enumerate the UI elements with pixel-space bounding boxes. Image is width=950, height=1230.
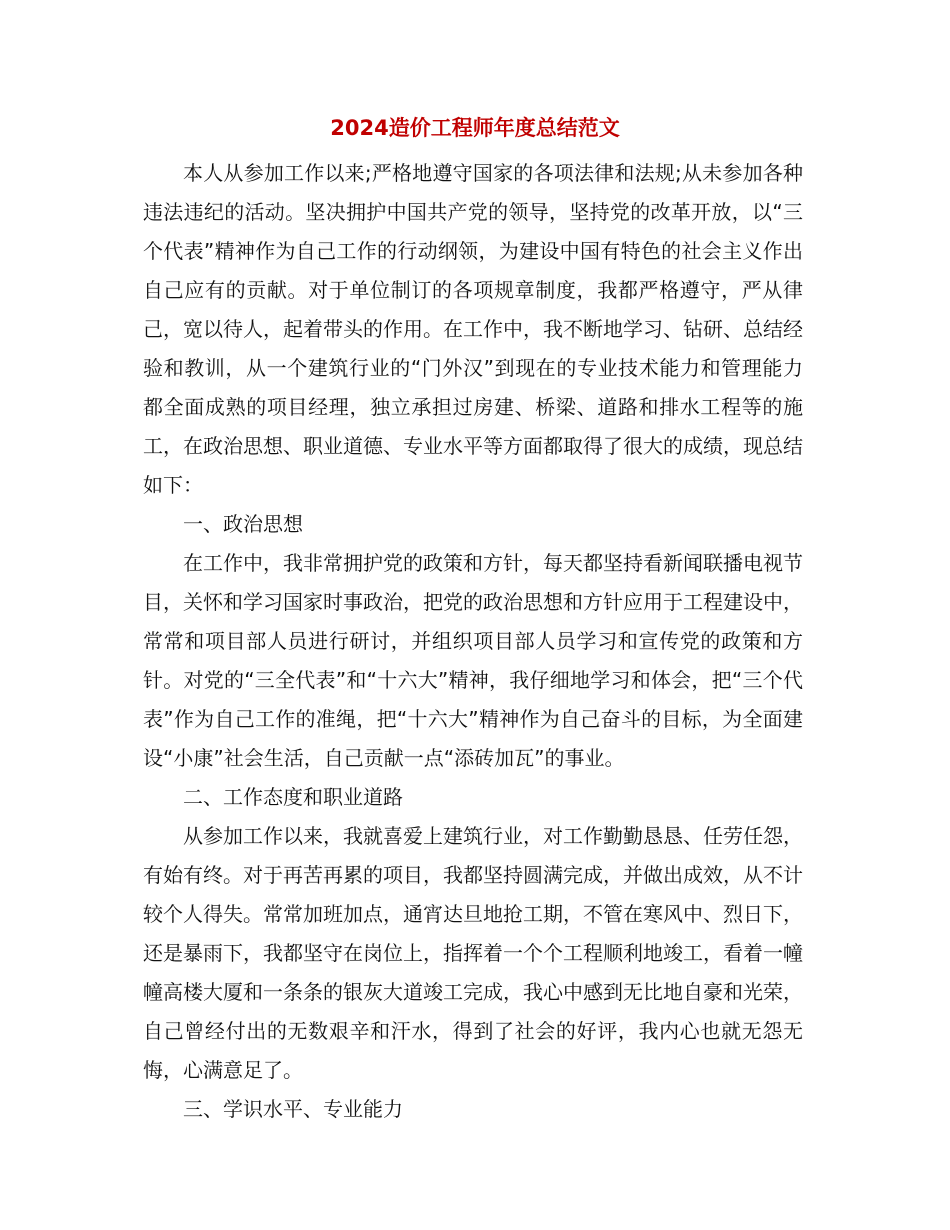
section-heading-work-attitude: 二、工作态度和职业道路 (183, 785, 403, 809)
document-title: 2024造价工程师年度总结范文 (330, 116, 620, 140)
paragraph-political: 在工作中，我非常拥护党的政策和方针，每天都坚持看新闻联播电视节目，关怀和学习国家时事政治，把党的政治思想和方针应用于工程建设中，常常和项目部人员进行研讨，并组织项目部人员学习和宣传党的政策和方针。对党的“三全代表”和“十六大”精神，我仔细地学习和体会，把“三个代表”作为自己工作的准绳，把“十六大”精神作为自己奋斗的目标，为全面建设“小康”社会生活，自己贡献一点“添砖加瓦”的事业。 (143, 551, 803, 770)
section-heading-political: 一、政治思想 (183, 512, 303, 536)
paragraph-intro: 本人从参加工作以来;严格地遵守国家的各项法律和法规;从未参加各种违法违纪的活动。坚决拥护中国共产党的领导，坚持党的改革开放，以“三个代表”精神作为自己工作的行动纲领，为建设中国有特色的社会主义作出自己应有的贡献。对于单位制订的各项规章制度，我都严格遵守，严从律己，宽以待人，起着带头的作用。在工作中，我不断地学习、钻研、总结经验和教训，从一个建筑行业的“门外汉”到现在的专业技术能力和管理能力都全面成熟的项目经理，独立承担过房建、桥梁、道路和排水工程等的施工，在政治思想、职业道德、专业水平等方面都取得了很大的成绩，现总结如下： (143, 161, 803, 497)
paragraph-work-attitude: 从参加工作以来，我就喜爱上建筑行业，对工作勤勤恳恳、任劳任怨，有始有终。对于再苦再累的项目，我都坚持圆满完成，并做出成效，从不计较个人得失。常常加班加点，通宵达旦地抢工期，不管在寒风中、烈日下，还是暴雨下，我都坚守在岗位上，指挥着一个个工程顺利地竣工，看着一幢幢高楼大厦和一条条的银灰大道竣工完成，我心中感到无比地自豪和光荣，自己曾经付出的无数艰辛和汗水，得到了社会的好评，我内心也就无怨无悔，心满意足了。 (143, 824, 803, 1082)
document-body (143, 154, 803, 1129)
section-heading-knowledge: 三、学识水平、专业能力 (183, 1097, 403, 1121)
